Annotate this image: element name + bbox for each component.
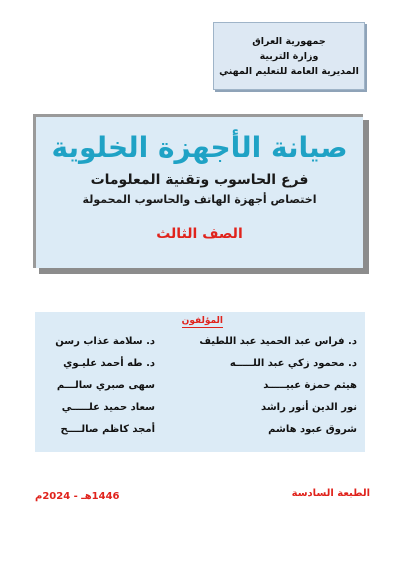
author-name: د. فراس عبد الحميد عبد اللطيف	[199, 336, 357, 347]
ministry-header-box	[213, 22, 365, 90]
book-title: صيانة الأجهزة الخلوية	[51, 131, 348, 164]
author-name: نور الدين أنور راشد	[261, 402, 357, 413]
publication-year: 1446هـ - 2024م	[35, 491, 120, 502]
author-name: شروق عبود هاشم	[268, 424, 357, 435]
author-row	[35, 378, 365, 400]
author-row	[35, 334, 365, 356]
author-name: د. طه أحمد عليـوي	[63, 358, 155, 369]
ministry-name: وزارة التربية	[259, 50, 319, 62]
directorate-name: المديرية العامة للتعليم المهني	[219, 65, 359, 77]
author-name: د. محمود زكي عبد اللـــــه	[229, 358, 357, 369]
country-name: جمهورية العراق	[252, 35, 326, 47]
authors-list	[35, 334, 365, 444]
author-name: سهى صبري سالـــم	[56, 380, 155, 391]
author-name: سعاد حميد علـــــي	[61, 402, 155, 413]
edition-label: الطبعة السادسة	[291, 488, 370, 499]
specialty-subtitle: اختصاص أجهزة الهاتف والحاسوب المحمولة	[82, 193, 317, 206]
author-row	[35, 356, 365, 378]
author-name: أمجد كاظم صالــــح	[60, 424, 155, 435]
authors-card	[35, 312, 365, 452]
author-row	[35, 422, 365, 444]
author-name: د. سلامة عذاب رسن	[55, 336, 155, 347]
author-name: هيثم حمزة عبيـــــد	[263, 380, 357, 391]
authors-heading: المؤلفون	[181, 316, 223, 326]
branch-subtitle: فرع الحاسوب وتقنية المعلومات	[90, 172, 309, 188]
grade-label: الصف الثالث	[156, 226, 243, 242]
author-row	[35, 400, 365, 422]
title-card	[33, 114, 363, 268]
